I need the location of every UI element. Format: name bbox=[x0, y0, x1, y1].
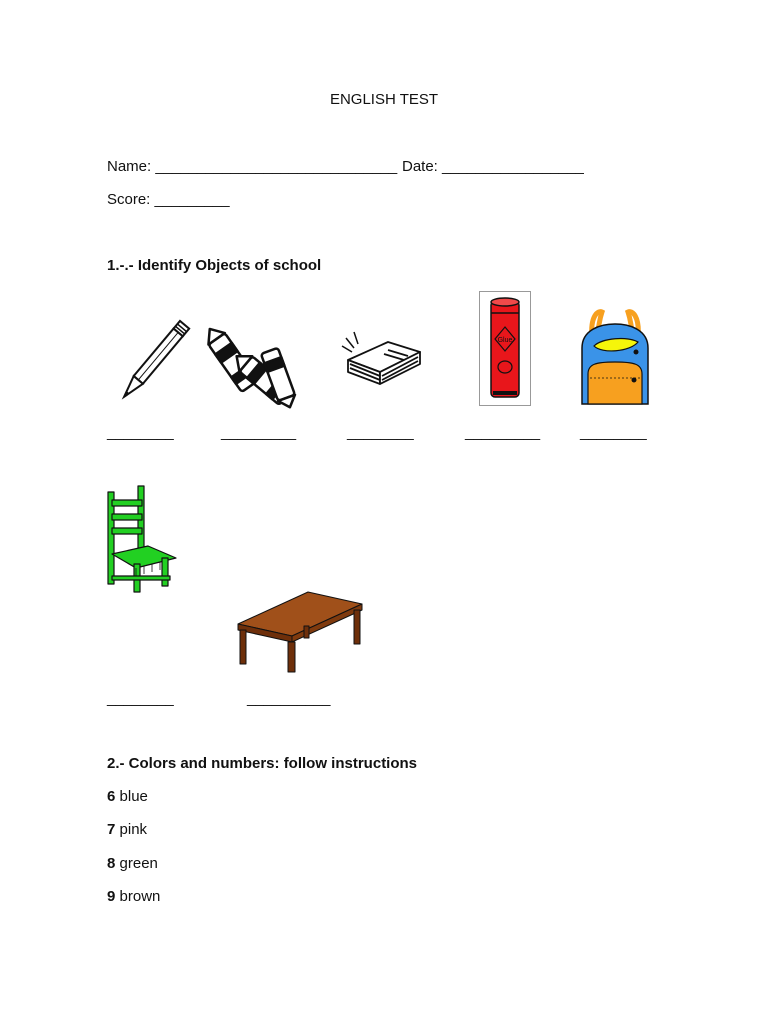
answer-blank-1: ________ bbox=[107, 424, 174, 441]
instruction-item bbox=[107, 821, 147, 839]
glue-stick-icon bbox=[479, 291, 531, 406]
instruction-number: 8 bbox=[107, 855, 116, 872]
book-icon bbox=[340, 328, 425, 398]
instruction-item bbox=[107, 888, 160, 906]
instruction-color: brown bbox=[119, 888, 161, 905]
score-field-label: Score: _________ bbox=[107, 191, 230, 208]
section-1-heading: 1.-.- Identify Objects of school bbox=[107, 257, 322, 274]
instruction-item bbox=[107, 788, 148, 806]
answer-blank-3: ________ bbox=[347, 424, 414, 441]
svg-text:Glue: Glue bbox=[497, 337, 513, 344]
pencil-icon bbox=[115, 310, 195, 410]
table-icon bbox=[236, 590, 364, 674]
date-field-label: Date: _________________ bbox=[402, 158, 584, 175]
chair-icon bbox=[104, 484, 180, 594]
name-field-label: Name: _____________________________ bbox=[107, 158, 398, 175]
instruction-color: pink bbox=[119, 821, 148, 838]
crayons-icon bbox=[205, 325, 297, 410]
instruction-color: blue bbox=[119, 788, 148, 805]
page-title: ENGLISH TEST bbox=[329, 91, 439, 108]
instruction-number: 7 bbox=[107, 821, 116, 838]
instruction-color: green bbox=[119, 855, 158, 872]
answer-blank-6: ________ bbox=[107, 690, 174, 707]
instruction-item bbox=[107, 855, 158, 873]
answer-blank-7: __________ bbox=[247, 690, 331, 707]
instruction-number: 6 bbox=[107, 788, 116, 805]
answer-blank-5: ________ bbox=[580, 424, 647, 441]
backpack-icon bbox=[580, 308, 650, 408]
answer-blank-2: _________ bbox=[221, 424, 297, 441]
answer-blank-4: _________ bbox=[465, 424, 541, 441]
instruction-number: 9 bbox=[107, 888, 116, 905]
section-2-heading: 2.- Colors and numbers: follow instructions bbox=[107, 755, 418, 772]
